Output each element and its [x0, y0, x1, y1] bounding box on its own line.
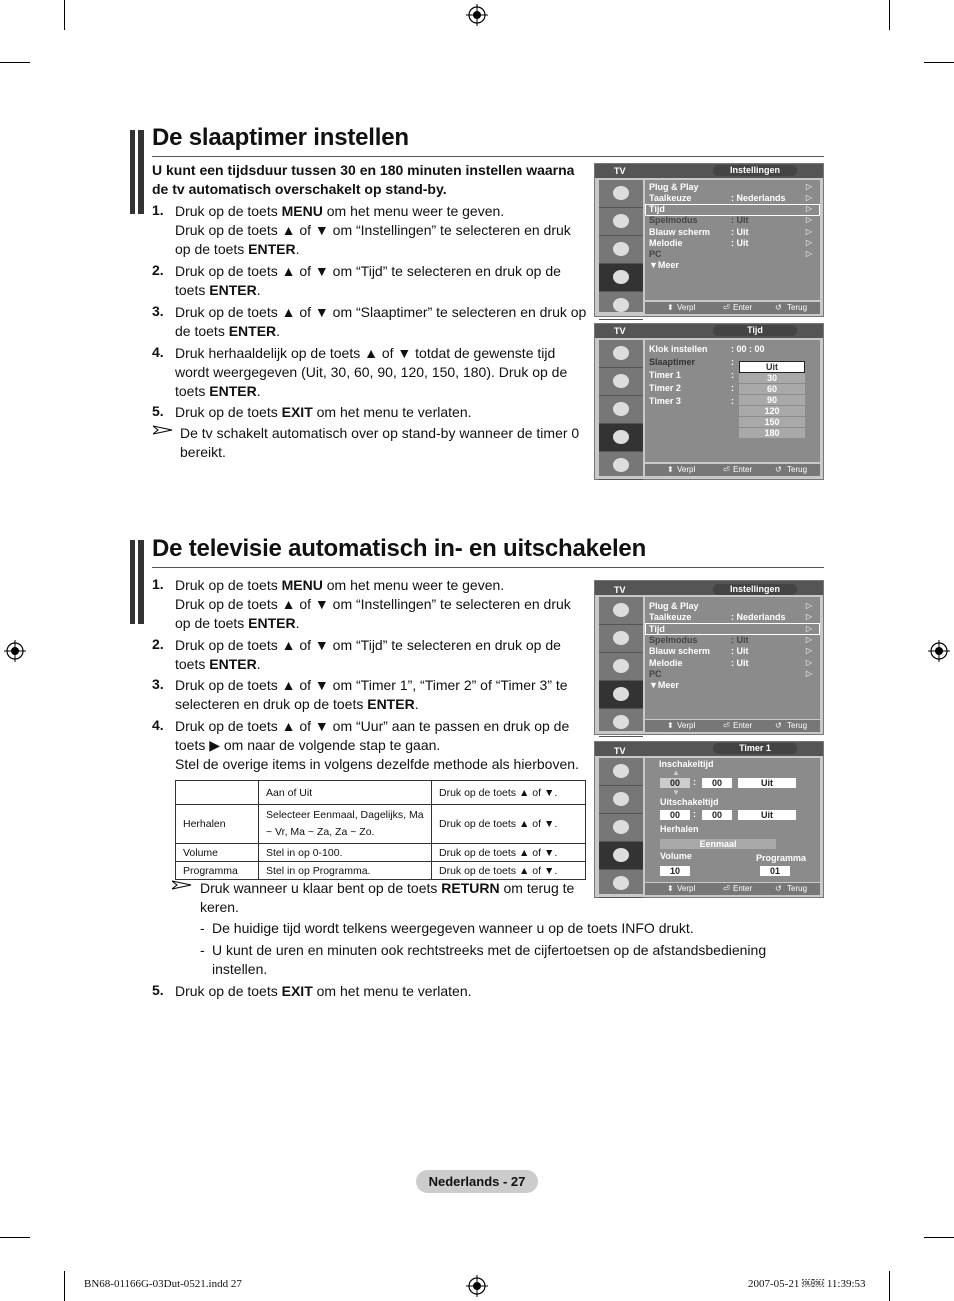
step-text-part: Druk op de toets	[175, 404, 282, 420]
table-cell: Druk op de toets ▲ of ▼.	[432, 862, 586, 880]
arrow-right-icon: ▷	[805, 238, 812, 247]
footer-move: Verpl	[677, 465, 696, 474]
on-hour-field[interactable]: 00	[660, 778, 690, 788]
step-text-part: .	[295, 241, 300, 257]
step-number: 3.	[152, 303, 164, 319]
step-text-part: Druk herhaaldelijk op de toets ▲ of ▼ totdat de gewenste tijd wordt weergegeven (Uit, 30, 60, 90, 120, 150, 180). Druk op de toets	[175, 345, 568, 399]
crop-mark	[64, 1271, 65, 1301]
menu-value: : Uit	[731, 227, 749, 237]
step-text-part: Druk op de toets ▲ of ▼ om “Tijd” te selecteren en druk op de toets	[175, 263, 561, 298]
footer-move: Verpl	[677, 303, 696, 312]
menu-item[interactable]: Timer 3	[649, 396, 681, 406]
step-number: 2.	[152, 262, 164, 278]
footer-date: 2007-05-21 ￼￼ 11:39:53	[748, 1278, 866, 1290]
footer-move: Verpl	[677, 721, 696, 730]
tv-label: TV	[614, 746, 626, 756]
repeat-label: Herhalen	[660, 824, 699, 834]
table-cell: Volume	[176, 844, 259, 862]
arrow-right-icon: ▷	[805, 182, 812, 191]
step-text-part: Druk op de toets	[175, 983, 282, 999]
setup-icon[interactable]	[599, 264, 643, 292]
menu-value: : Uit	[731, 215, 749, 225]
step-text-part: Druk op de toets ▲ of ▼ om “Uur” aan te passen en druk op de toets ▶ om naar de volgende stap te gaan.	[175, 718, 570, 753]
menu-item[interactable]: Timer 1	[649, 370, 681, 380]
arrow-right-icon: ▷	[805, 249, 812, 258]
menu-item[interactable]: Tijd	[649, 624, 665, 634]
enter-icon: ⏎	[723, 721, 730, 730]
menu-panel	[645, 180, 820, 300]
menu-value: : Uit	[731, 658, 749, 668]
sound-icon[interactable]	[599, 368, 643, 396]
arrow-right-icon: ▷	[805, 204, 812, 213]
menu-item[interactable]: PC	[649, 669, 662, 679]
move-icon: ⬍	[667, 465, 674, 474]
menu-item[interactable]: Plug & Play	[649, 601, 699, 611]
step-text	[175, 303, 595, 341]
table-cell: Programma	[176, 862, 259, 880]
menu-colon: :	[731, 383, 734, 393]
picture-icon[interactable]	[599, 340, 643, 368]
menu-panel	[645, 758, 820, 882]
menu-item[interactable]: Spelmodus	[649, 215, 698, 225]
menu-item[interactable]: Melodie	[649, 238, 683, 248]
step-text-part: Druk op de toets	[175, 203, 282, 219]
menu-item[interactable]: ▼Meer	[649, 680, 679, 690]
menu-title: Timer 1	[713, 743, 797, 754]
step-text	[175, 576, 590, 633]
menu-colon: :	[731, 357, 734, 367]
table-cell: Stel in op Programma.	[259, 862, 432, 880]
menu-highlight	[645, 623, 820, 635]
key-name: ENTER	[367, 696, 415, 712]
return-icon: ↺	[775, 884, 782, 893]
down-arrow-icon[interactable]: ▼	[672, 788, 680, 797]
return-icon: ↺	[775, 303, 782, 312]
section1-title: De slaaptimer instellen	[152, 124, 409, 151]
arrow-right-icon: ▷	[805, 669, 812, 678]
arrow-right-icon: ▷	[805, 601, 812, 610]
step-text-part: Druk op de toets ▲ of ▼ om “Slaaptimer” te selecteren en druk op de toets	[175, 304, 587, 339]
off-minute-field[interactable]: 00	[702, 810, 732, 820]
arrow-right-icon: ▷	[805, 215, 812, 224]
crop-mark	[924, 1237, 954, 1238]
registration-mark-icon	[4, 640, 26, 662]
menu-title: Instellingen	[713, 165, 797, 176]
menu-sidebar	[599, 340, 643, 476]
footer-back: Terug	[787, 465, 808, 474]
crop-mark	[889, 1271, 890, 1301]
sleep-option[interactable]: 120	[739, 406, 805, 416]
table-cell: Druk op de toets ▲ of ▼.	[432, 781, 586, 805]
table-cell: Herhalen	[176, 805, 259, 844]
on-minute-field[interactable]: 00	[702, 778, 732, 788]
step-number: 4.	[152, 344, 164, 360]
menu-item[interactable]: Slaaptimer	[649, 357, 696, 367]
options-table	[175, 780, 586, 880]
key-name: ENTER	[209, 383, 257, 399]
footer-move: Verpl	[677, 884, 696, 893]
crop-mark	[0, 62, 30, 63]
footer-enter: Enter	[733, 465, 753, 474]
step-number: 2.	[152, 636, 164, 652]
key-name: EXIT	[281, 983, 313, 999]
menu-sidebar	[599, 758, 643, 894]
menu-item[interactable]: Spelmodus	[649, 635, 698, 645]
off-state-field[interactable]: Uit	[738, 810, 796, 820]
key-name: EXIT	[281, 404, 313, 420]
note-arrow-icon	[172, 880, 192, 890]
time-separator: :	[693, 777, 696, 787]
step-text-part: Druk op de toets ▲ of ▼ om “Timer 1”, “Timer 2” of “Timer 3” te selecteren en druk op de toets	[175, 677, 568, 712]
step-number: 5.	[152, 403, 164, 419]
note-text-part: Druk wanneer u klaar bent op de toets	[200, 880, 442, 896]
step-text-part: Druk op de toets ▲ of ▼ om “Tijd” te selecteren en druk op de toets	[175, 637, 561, 672]
key-name: ENTER	[248, 241, 296, 257]
program-label: Programma	[756, 853, 807, 863]
menu-value: : Uit	[731, 238, 749, 248]
menu-item[interactable]: Plug & Play	[649, 182, 699, 192]
arrow-right-icon: ▷	[805, 227, 812, 236]
menu-footer	[645, 720, 820, 732]
program-field[interactable]: 01	[760, 866, 790, 876]
step-text	[175, 262, 580, 300]
menu-item[interactable]: ▼Meer	[649, 260, 679, 270]
up-arrow-icon[interactable]: ▲	[672, 768, 680, 777]
sleep-option-selected[interactable]: Uit	[739, 361, 805, 373]
step-text-part: om het menu weer te geven.	[322, 203, 505, 219]
menu-sidebar	[599, 597, 643, 731]
channel-icon[interactable]	[599, 814, 643, 842]
time-separator: :	[693, 809, 696, 819]
tv-menu-time	[594, 323, 824, 480]
registration-mark-icon	[928, 640, 950, 662]
step-text-part: om het menu te verlaten.	[312, 983, 472, 999]
menu-panel	[645, 597, 820, 719]
arrow-right-icon: ▷	[805, 658, 812, 667]
picture-icon[interactable]	[599, 180, 643, 208]
volume-field[interactable]: 10	[660, 866, 690, 876]
picture-icon[interactable]	[599, 758, 643, 786]
table-cell: Selecteer Eenmaal, Dagelijks, Ma ~ Vr, Ma ~ Za, Za ~ Zo.	[259, 805, 432, 844]
step-text-part: Druk op de toets ▲ of ▼ om “Instellingen” te selecteren en druk op de toets	[175, 596, 571, 631]
menu-footer	[645, 883, 820, 895]
setup-icon[interactable]	[599, 681, 643, 709]
move-icon: ⬍	[667, 303, 674, 312]
step-text-part: .	[414, 696, 419, 712]
table-cell: Aan of Uit	[259, 781, 432, 805]
input-icon[interactable]	[599, 709, 643, 737]
sound-icon[interactable]	[599, 208, 643, 236]
arrow-right-icon: ▷	[805, 646, 812, 655]
step-text	[175, 982, 595, 1001]
menu-item[interactable]: PC	[649, 249, 662, 259]
step-text	[175, 676, 585, 714]
tv-label: TV	[614, 585, 626, 595]
step-text	[175, 636, 580, 674]
menu-item[interactable]: Blauw scherm	[649, 227, 711, 237]
arrow-right-icon: ▷	[805, 635, 812, 644]
menu-value: : Nederlands	[731, 612, 786, 622]
enter-icon: ⏎	[723, 303, 730, 312]
menu-panel	[645, 340, 820, 462]
bullet-dash: -	[200, 942, 205, 958]
setup-icon[interactable]	[599, 424, 643, 452]
footer-file: BN68-01166G-03Dut-0521.indd 27	[84, 1278, 242, 1290]
arrow-right-icon: ▷	[805, 612, 812, 621]
table-row	[176, 805, 586, 844]
arrow-right-icon: ▷	[805, 624, 812, 633]
step-text-part: Druk op de toets	[175, 577, 282, 593]
setup-icon[interactable]	[599, 842, 643, 870]
step-number: 5.	[152, 982, 164, 998]
volume-label: Volume	[660, 851, 692, 861]
menu-item[interactable]: Timer 2	[649, 383, 681, 393]
note-arrow-icon	[153, 425, 173, 435]
menu-value: : Uit	[731, 635, 749, 645]
crop-mark	[924, 62, 954, 63]
menu-value: : Uit	[731, 646, 749, 656]
menu-item[interactable]: Blauw scherm	[649, 646, 711, 656]
return-icon: ↺	[775, 721, 782, 730]
key-name: ENTER	[209, 282, 257, 298]
step-text-part: Druk op de toets ▲ of ▼ om “Instellingen” te selecteren en druk op de toets	[175, 222, 571, 257]
step-text-part: .	[256, 656, 261, 672]
enter-icon: ⏎	[723, 465, 730, 474]
tv-label: TV	[614, 326, 626, 336]
menu-footer	[645, 464, 820, 476]
enter-icon: ⏎	[723, 884, 730, 893]
registration-mark-icon	[466, 1275, 488, 1297]
key-name: ENTER	[228, 323, 277, 339]
tv-menu-setup	[594, 580, 824, 735]
footer-back: Terug	[787, 721, 808, 730]
note-text-part: om terug te keren.	[200, 880, 575, 915]
tv-menu-timer1	[594, 741, 824, 898]
input-icon[interactable]	[599, 452, 643, 480]
channel-icon[interactable]	[599, 653, 643, 681]
crop-mark	[889, 0, 890, 30]
menu-item[interactable]: Klok instellen	[649, 344, 708, 354]
key-name: RETURN	[441, 880, 500, 896]
section-rule	[152, 567, 824, 568]
table-cell: Druk op de toets ▲ of ▼.	[432, 805, 586, 844]
table-cell	[176, 781, 259, 805]
tv-label: TV	[614, 166, 626, 176]
menu-item[interactable]: Taalkeuze	[649, 193, 692, 203]
table-row	[176, 862, 586, 880]
sound-icon[interactable]	[599, 625, 643, 653]
off-hour-field[interactable]: 00	[660, 810, 690, 820]
key-name: ENTER	[248, 615, 296, 631]
channel-icon[interactable]	[599, 236, 643, 264]
tv-menu-setup	[594, 163, 824, 317]
footer-back: Terug	[787, 303, 808, 312]
section2-title: De televisie automatisch in- en uitschakelen	[152, 535, 647, 562]
note-text	[200, 879, 595, 917]
footer-back: Terug	[787, 884, 808, 893]
step-text	[175, 403, 590, 422]
picture-icon[interactable]	[599, 597, 643, 625]
section1-intro: U kunt een tijdsduur tussen 30 en 180 minuten instellen waarna de tv automatisch overschakelt op stand-by.	[152, 162, 575, 197]
on-state-field[interactable]: Uit	[738, 778, 796, 788]
step-number: 3.	[152, 676, 164, 692]
table-cell: Stel in op 0-100.	[259, 844, 432, 862]
sleep-option[interactable]: 180	[739, 428, 805, 438]
footer-enter: Enter	[733, 721, 753, 730]
section-bar	[130, 130, 144, 214]
menu-title: Tijd	[713, 325, 797, 336]
menu-sidebar	[599, 180, 643, 312]
menu-footer	[645, 302, 820, 314]
on-time-label: Inschakeltijd	[659, 759, 714, 769]
key-name: ENTER	[209, 656, 257, 672]
registration-mark-icon	[466, 4, 488, 26]
footer-enter: Enter	[733, 303, 753, 312]
step-number: 1.	[152, 202, 164, 218]
step-text-part: Stel de overige items in volgens dezelfde methode als hierboven.	[175, 756, 579, 772]
step-text-part: om het menu weer te geven.	[322, 577, 505, 593]
key-name: MENU	[281, 203, 323, 219]
step-text-part: .	[276, 323, 281, 339]
note-text: De tv schakelt automatisch over op stand-by wanneer de timer 0 bereikt.	[180, 425, 580, 460]
section-rule	[152, 156, 824, 157]
table-cell: Druk op de toets ▲ of ▼.	[432, 844, 586, 862]
sleep-option[interactable]: 30	[739, 373, 805, 383]
bullet-text: U kunt de uren en minuten ook rechtstreeks met de cijfertoetsen op de afstandsbediening instellen.	[212, 942, 767, 977]
table-row	[176, 781, 586, 805]
menu-item[interactable]: Taalkeuze	[649, 612, 692, 622]
return-icon: ↺	[775, 465, 782, 474]
sleep-option[interactable]: 60	[739, 384, 805, 394]
sound-icon[interactable]	[599, 786, 643, 814]
crop-mark	[64, 0, 65, 30]
step-text	[175, 717, 590, 774]
menu-item[interactable]: Melodie	[649, 658, 683, 668]
menu-colon: :	[731, 370, 734, 380]
menu-value: : Nederlands	[731, 193, 786, 203]
clock-value: : 00 : 00	[731, 344, 765, 354]
key-name: MENU	[281, 577, 323, 593]
arrow-right-icon: ▷	[805, 193, 812, 202]
step-text-part: .	[295, 615, 300, 631]
input-icon[interactable]	[599, 870, 643, 898]
bullet-dash: -	[200, 920, 205, 936]
step-number: 1.	[152, 576, 164, 592]
step-text	[175, 344, 587, 401]
section-bar	[130, 540, 144, 624]
off-time-label: Uitschakeltijd	[660, 797, 719, 807]
crop-mark	[0, 1237, 30, 1238]
table-row	[176, 844, 586, 862]
sleep-option[interactable]: 90	[739, 395, 805, 405]
input-icon[interactable]	[599, 292, 643, 320]
step-text-part: .	[256, 282, 261, 298]
move-icon: ⬍	[667, 884, 674, 893]
step-text-part: .	[256, 383, 261, 399]
menu-item[interactable]: Tijd	[649, 204, 665, 214]
channel-icon[interactable]	[599, 396, 643, 424]
page-number-label: Nederlands - 27	[416, 1170, 538, 1193]
bullet-text: De huidige tijd wordt telkens weergegeven wanneer u op de toets INFO drukt.	[212, 920, 694, 936]
footer-enter: Enter	[733, 884, 753, 893]
menu-title: Instellingen	[713, 584, 797, 595]
move-icon: ⬍	[667, 721, 674, 730]
sleep-option[interactable]: 150	[739, 417, 805, 427]
step-text	[175, 202, 590, 259]
step-text-part: om het menu te verlaten.	[312, 404, 472, 420]
repeat-field[interactable]: Eenmaal	[660, 839, 776, 849]
step-number: 4.	[152, 717, 164, 733]
menu-colon: :	[731, 396, 734, 406]
